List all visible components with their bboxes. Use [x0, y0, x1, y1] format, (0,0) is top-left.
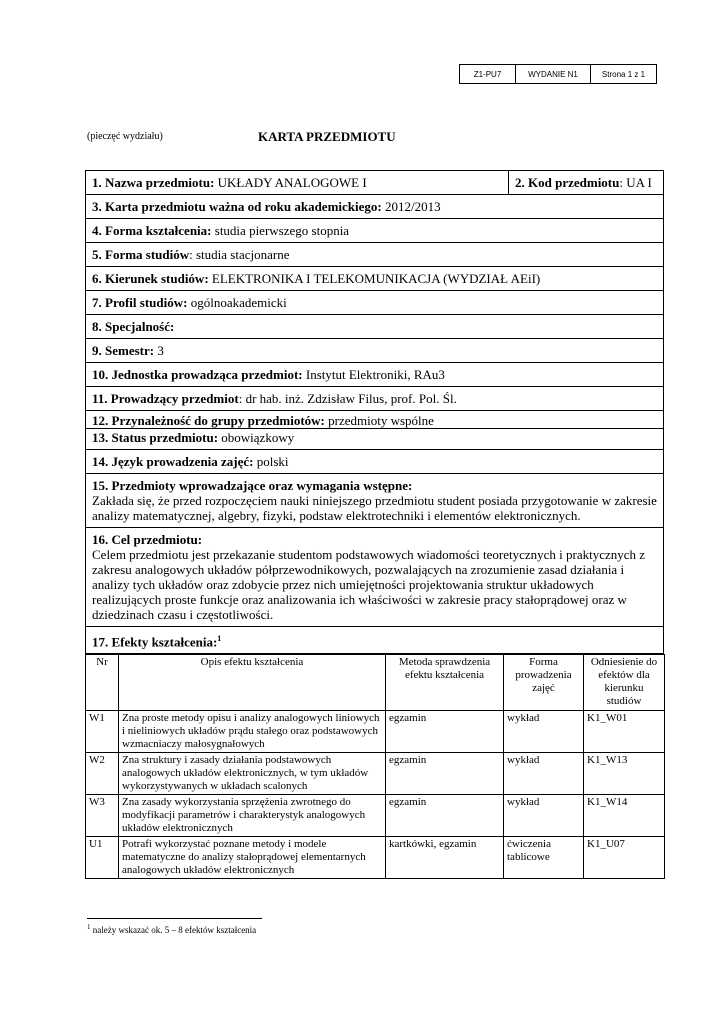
cell-nr: W3: [86, 795, 119, 837]
cell-method: egzamin: [386, 795, 504, 837]
field-lecturer: 11. Prowadzący przedmiot: dr hab. inż. Zdzisław Filus, prof. Pol. Śl.: [85, 387, 664, 411]
col-header-method: Metoda sprawdzenia efektu kształcenia: [386, 655, 504, 711]
cell-reference: K1_W01: [584, 711, 665, 753]
cell-description: Potrafi wykorzystać poznane metody i modele matematyczne do analizy stałoprądowej elementarnych analogowych układów elektronicznych: [119, 837, 386, 879]
cell-method: egzamin: [386, 753, 504, 795]
document-edition: WYDANIE N1: [516, 65, 591, 83]
cell-form: wykład: [504, 795, 584, 837]
table-row: [86, 837, 665, 879]
learning-outcomes-table: [85, 654, 665, 879]
field-unit: 10. Jednostka prowadząca przedmiot: Instytut Elektroniki, RAu3: [85, 363, 664, 387]
cell-nr: W2: [86, 753, 119, 795]
cell-reference: K1_U07: [584, 837, 665, 879]
field-study-form: 5. Forma studiów: studia stacjonarne: [85, 243, 664, 267]
field-specialty: 8. Specjalność:: [85, 315, 664, 339]
table-row: [86, 795, 665, 837]
col-header-nr: Nr: [86, 655, 119, 711]
table-row: [86, 711, 665, 753]
cell-form: wykład: [504, 753, 584, 795]
cell-description: Zna struktury i zasady działania podstawowych analogowych układów elektronicznych, w tym układów wykorzystywanych w układach scalonych: [119, 753, 386, 795]
field-semester: 9. Semestr: 3: [85, 339, 664, 363]
field-language: 14. Język prowadzenia zajęć: polski: [85, 450, 664, 474]
document-code: Z1-PU7: [460, 65, 516, 83]
cell-nr: U1: [86, 837, 119, 879]
field-course-goal: 16. Cel przedmiotu: Celem przedmiotu jest przekazanie studentom podstawowych wiadomości teoretycznych i praktycznych z zakresu analogowych układów półprzewodnikowych, pozwalających na zrozumienie zasad działania i analizy tych układów oraz zdobycie przez nich umiejętności projektowania struktur układowych realizujących proste funkcje oraz analizowania ich właściwości w zakresie pracy stałoprądowej oraz w dziedzinach czasu i częstotliwości.: [85, 528, 664, 627]
field-education-form: 4. Forma kształcenia: studia pierwszego stopnia: [85, 219, 664, 243]
row-name-code: [85, 170, 664, 195]
cell-reference: K1_W13: [584, 753, 665, 795]
field-valid-year: 3. Karta przedmiotu ważna od roku akademickiego: 2012/2013: [85, 195, 664, 219]
field-learning-outcomes: 17. Efekty kształcenia:$^1$: [85, 627, 664, 654]
field-course-code: 2. Kod przedmiotu: UA I: [515, 175, 652, 190]
faculty-stamp-label: (pieczęć wydziału): [87, 131, 163, 142]
course-card: [85, 170, 664, 879]
cell-nr: W1: [86, 711, 119, 753]
field-study-direction: 6. Kierunek studiów: ELEKTRONIKA I TELEKOMUNIKACJA (WYDZIAŁ AEiI): [85, 267, 664, 291]
cell-method: egzamin: [386, 711, 504, 753]
cell-method: kartkówki, egzamin: [386, 837, 504, 879]
footnote-mark: 1: [87, 923, 91, 931]
field-prerequisites: 15. Przedmioty wprowadzające oraz wymagania wstępne: Zakłada się, że przed rozpoczęciem nauki niniejszego przedmiotu student posiada przygotowanie w zakresie analizy matematycznej, algebry, fizyki, podstaw elektrotechniki i elementów elektronicznych.: [85, 474, 664, 528]
footnote: [87, 923, 256, 935]
cell-reference: K1_W14: [584, 795, 665, 837]
field-course-group: 12. Przynależność do grupy przedmiotów: przedmioty wspólne: [85, 411, 664, 429]
col-header-reference: Odniesienie do efektów dla kierunku studiów: [584, 655, 665, 711]
cell-form: ćwiczenia tablicowe: [504, 837, 584, 879]
document-header-box: [459, 64, 657, 84]
course-goal-text: Celem przedmiotu jest przekazanie studentom podstawowych wiadomości teoretycznych i praktycznych z zakresu analogowych układów półprzewodnikowych, pozwalających na zrozumienie zasad działania i analizy tych układów oraz zdobycie przez nich umiejętności projektowania struktur układowych realizujących proste funkcje oraz analizowania ich właściwości w zakresie pracy stałoprądowej oraz w dziedzinach czasu i częstotliwości.: [92, 547, 646, 622]
col-header-form: Forma prowadzenia zajęć: [504, 655, 584, 711]
field-study-profile: 7. Profil studiów: ogólnoakademicki: [85, 291, 664, 315]
col-header-description: Opis efektu kształcenia: [119, 655, 386, 711]
cell-form: wykład: [504, 711, 584, 753]
page-title: KARTA PRZEDMIOTU: [258, 129, 396, 144]
document-page: Strona 1 z 1: [601, 69, 646, 79]
field-course-name: 1. Nazwa przedmiotu: UKŁADY ANALOGOWE I: [86, 171, 509, 194]
cell-description: Zna zasady wykorzystania sprzężenia zwrotnego do modyfikacji parametrów i charakterystyk analogowych układów elektronicznych: [119, 795, 386, 837]
cell-description: Zna proste metody opisu i analizy analogowych liniowych i nieliniowych układów prądu stałego oraz podstawowych wzmacniaczy małosygnałowych: [119, 711, 386, 753]
footnote-divider: [87, 918, 262, 919]
prerequisites-text: Zakłada się, że przed rozpoczęciem nauki niniejszego przedmiotu student posiada przygotowanie w zakresie analizy matematycznej, algebry, fizyki, podstaw elektrotechniki i elementów elektronicznych.: [92, 493, 657, 523]
table-row: [86, 753, 665, 795]
field-course-status: 13. Status przedmiotu: obowiązkowy: [85, 429, 664, 450]
footnote-text: należy wskazać ok. 5 – 8 efektów kształcenia: [90, 925, 257, 935]
table-header-row: [86, 655, 665, 711]
